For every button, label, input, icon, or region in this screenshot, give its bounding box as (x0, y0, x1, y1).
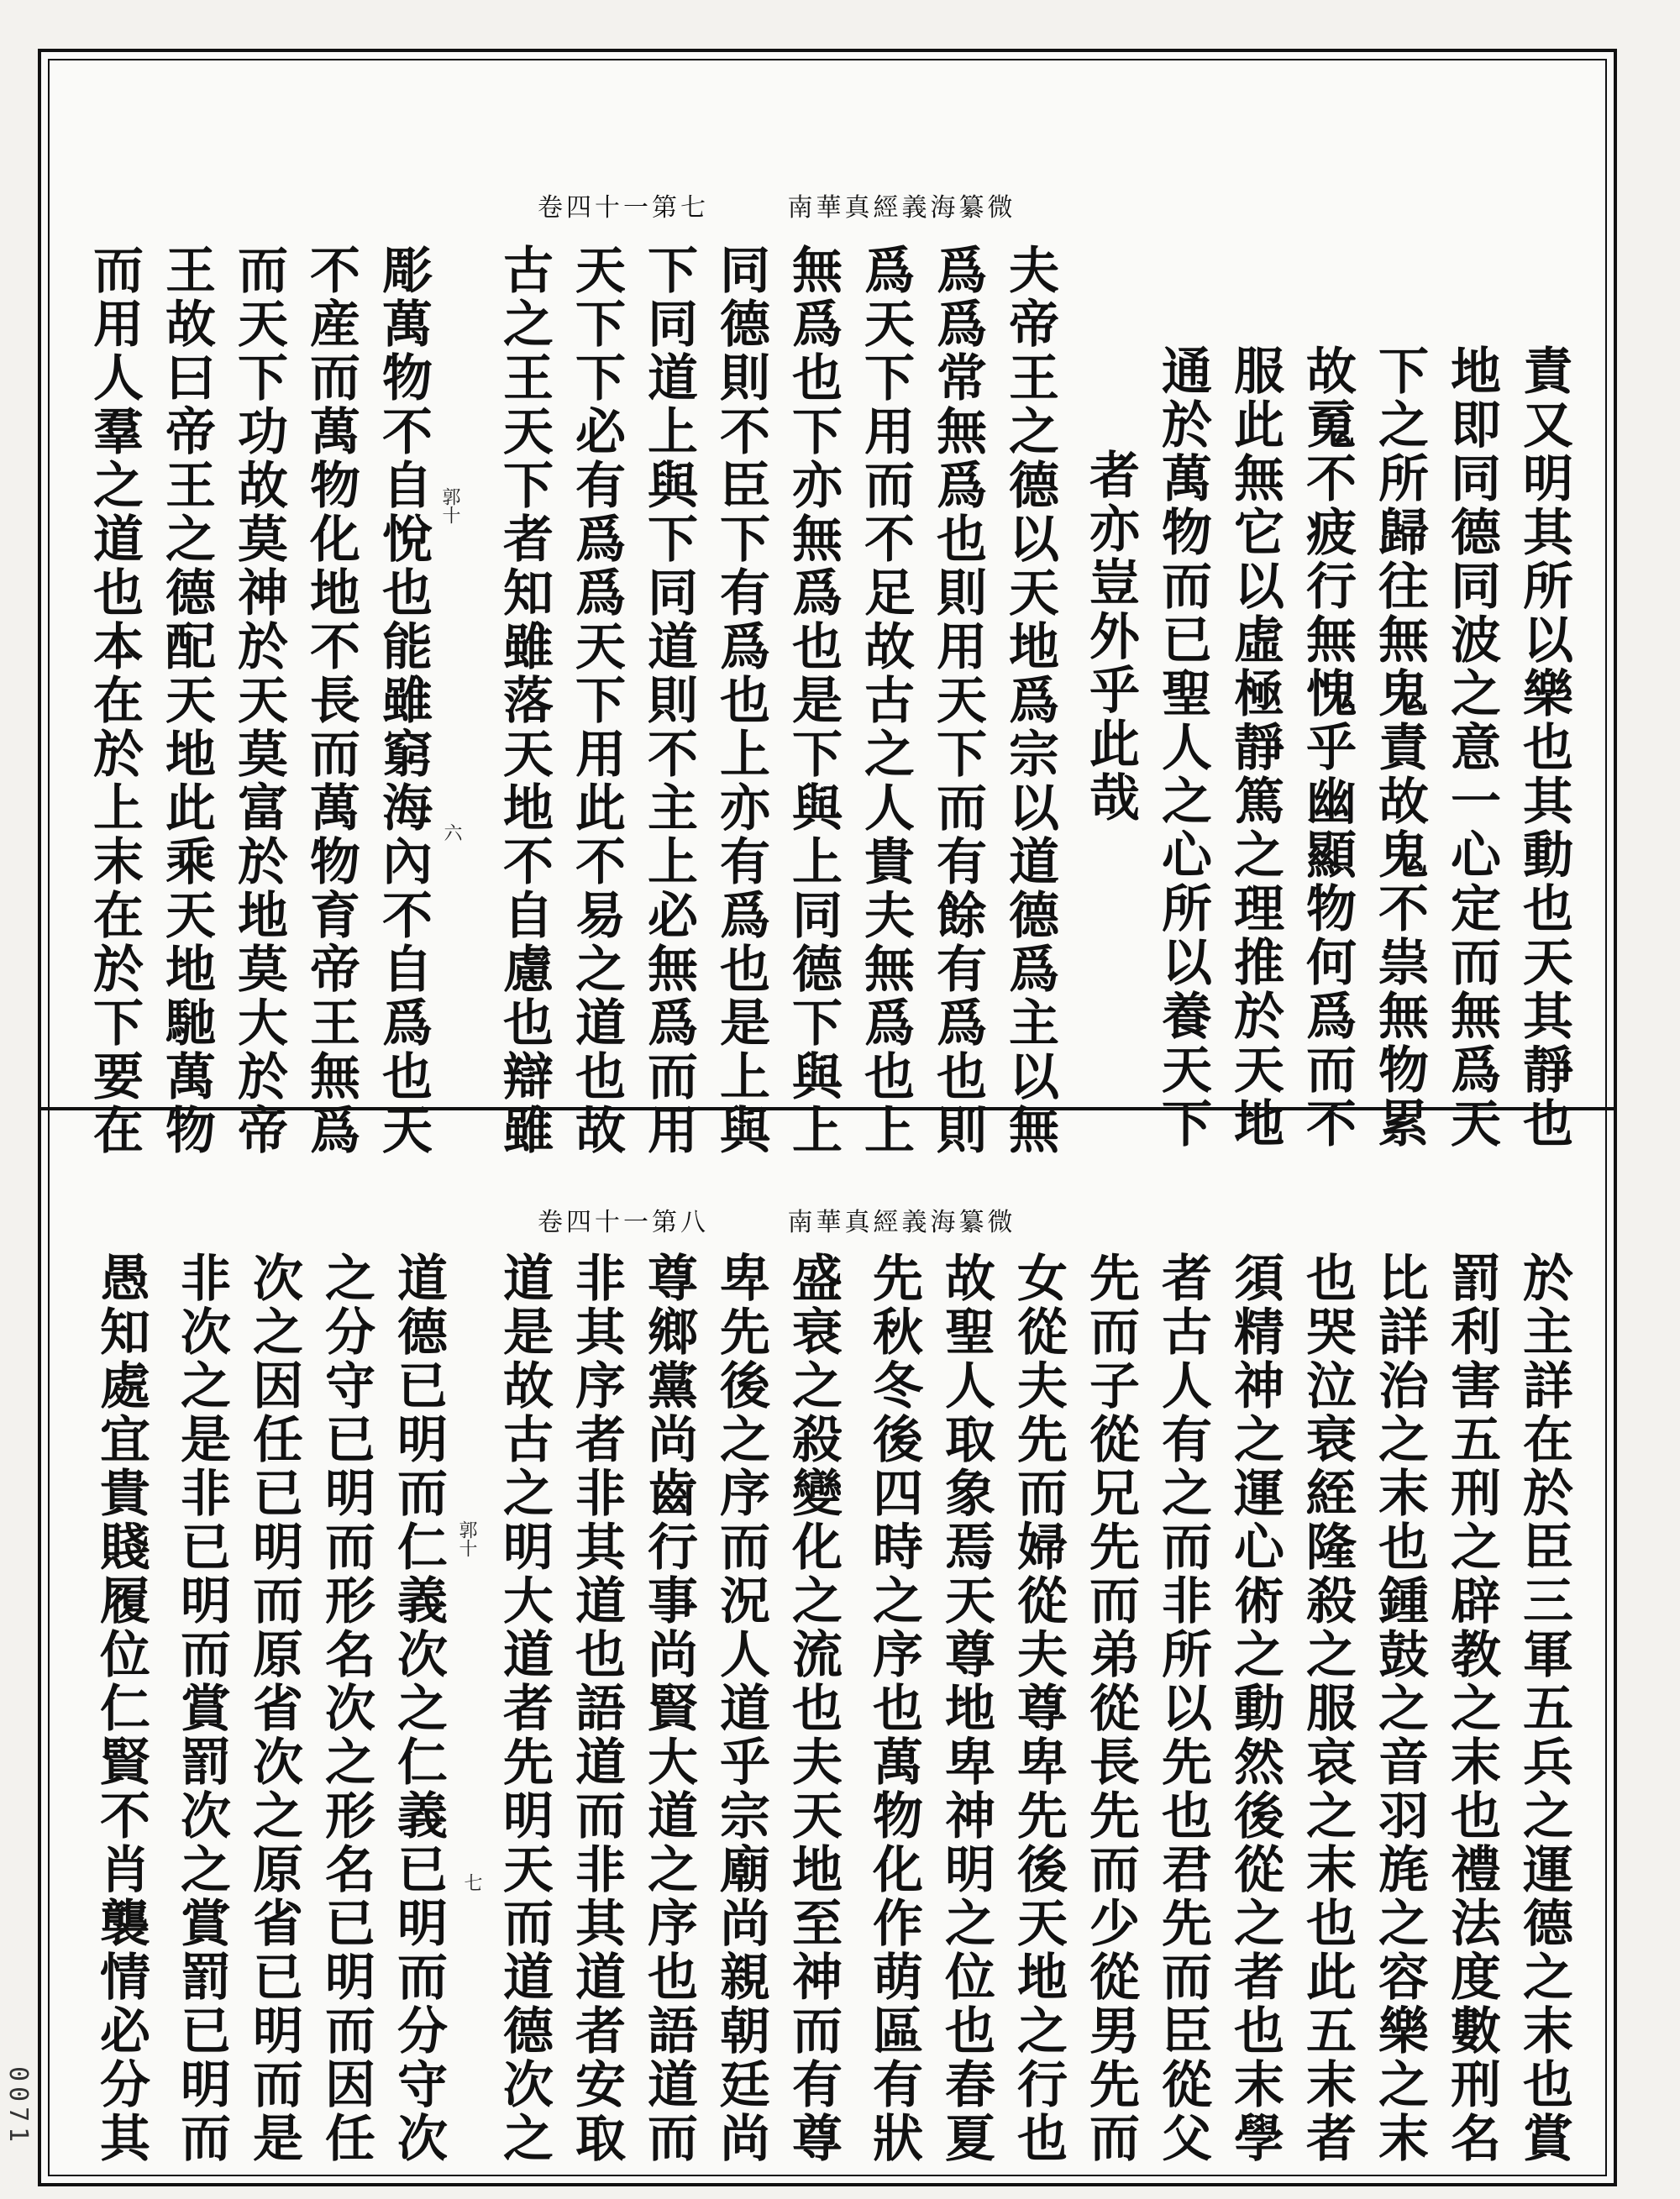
top-column-10: 爲天下用而不足故古之人貴夫無爲也上 (856, 244, 915, 1157)
bottom-column-15: 道是故古之明大道者先明天而道德次之 (495, 1252, 554, 2165)
bottom-header-title: 南華真經義海纂微 (787, 1208, 1016, 1237)
top-column-7: 者亦豈外乎此哉 (1081, 449, 1140, 825)
top-column-13: 下同道上與下同道則不主上必無爲而用 (639, 244, 698, 1157)
top-note-a: 郭十 (439, 487, 460, 524)
top-column-18: 而天下功故莫神於天莫富於地莫大於帝 (229, 244, 288, 1157)
top-column-20: 而用人羣之道也本在於上末在於下要在 (85, 244, 144, 1157)
bottom-column-4: 也哭泣衰絰隆殺之服哀之末也此五末者 (1298, 1252, 1357, 2165)
top-column-16: 彫萬物不自悅也能雖窮海內不自爲也天 (374, 244, 433, 1157)
top-column-6: 通於萬物而已聖人之心所以養天下 (1153, 344, 1212, 1151)
archive-page-number: 0071 (3, 2066, 33, 2148)
top-column-9: 爲爲常無爲也則用天下而有餘有爲也則 (928, 244, 987, 1157)
top-header-page: 卷四十一第七 (538, 193, 709, 223)
top-column-3: 下之所歸往無鬼責故鬼不祟無物累 (1370, 344, 1429, 1151)
bottom-column-12: 卑先後之序而況人道乎宗廟尚親朝廷尚 (711, 1252, 770, 2165)
top-column-4: 故䰟不疲行無愧乎幽顯物何爲而不 (1298, 344, 1357, 1151)
top-header (538, 186, 1016, 223)
top-column-8: 夫帝王之德以天地爲宗以道德爲主以無 (1000, 244, 1059, 1157)
bottom-column-1: 於主詳在於臣三軍五兵之運德之末也賞 (1515, 1252, 1573, 2165)
bottom-column-7: 先而子從兄先而弟從長先而少從男先而 (1081, 1252, 1140, 2165)
top-column-15: 古之王天下者知雖落天地不自慮也辯雖 (495, 244, 554, 1157)
top-note-b: 六 (441, 823, 462, 842)
bottom-column-17: 之分守已明而形名次之形名已明而因任 (317, 1252, 375, 2165)
top-column-2: 地即同德同波之意一心定而無爲天 (1442, 344, 1501, 1151)
bottom-column-5: 須精神之運心術之動然後從之者也末學 (1226, 1252, 1284, 2165)
bottom-column-18: 次之因任已明而原省次之原省已明而是 (244, 1252, 303, 2165)
bottom-note-a: 郭十 (456, 1520, 477, 1557)
bottom-note-b: 七 (461, 1873, 482, 1892)
top-column-17: 不産而萬物化地不長而萬物育帝王無爲 (302, 244, 360, 1157)
top-column-14: 天下下必有爲爲天下用此不易之道也故 (567, 244, 626, 1157)
bottom-column-20: 愚知處宜貴賤履位仁賢不肖襲情必分其 (92, 1252, 150, 2165)
bottom-column-3: 比詳治之末也鍾鼓之音羽旄之容樂之末 (1370, 1252, 1429, 2165)
bottom-column-16: 道德已明而仁義次之仁義已明而分守次 (389, 1252, 448, 2165)
top-column-12: 同德則不臣下有爲也上亦有爲也是上與 (711, 244, 770, 1157)
bottom-column-8: 女從夫先而婦從夫尊卑先後天地之行也 (1009, 1252, 1068, 2165)
bottom-header (538, 1201, 1016, 1238)
bottom-header-page: 卷四十一第八 (538, 1208, 709, 1237)
top-column-5: 服此無它以虛極靜篤之理推於天地 (1226, 344, 1284, 1151)
top-header-title: 南華真經義海纂微 (787, 193, 1016, 223)
top-column-1: 責又明其所以樂也其動也天其靜也 (1515, 344, 1573, 1151)
bottom-column-2: 罰利害五刑之辟教之末也禮法度數刑名 (1442, 1252, 1501, 2165)
top-column-11: 無爲也下亦無爲也是下與上同德下與上 (784, 244, 843, 1157)
bottom-column-10: 先秋冬後四時之序也萬物化作萌區有狀 (864, 1252, 923, 2165)
bottom-column-19: 非次之是非已明而賞罰次之賞罰已明而 (172, 1252, 231, 2165)
bottom-column-11: 盛衰之殺變化之流也夫天地至神而有尊 (784, 1252, 843, 2165)
bottom-column-6: 者古人有之而非所以先也君先而臣從父 (1153, 1252, 1212, 2165)
bottom-column-13: 尊鄉黨尚齒行事尚賢大道之序也語道而 (639, 1252, 698, 2165)
top-column-19: 王故曰帝王之德配天地此乘天地馳萬物 (157, 244, 216, 1157)
bottom-column-14: 非其序者非其道也語道而非其道者安取 (567, 1252, 626, 2165)
bottom-column-9: 故聖人取象焉天尊地卑神明之位也春夏 (937, 1252, 995, 2165)
